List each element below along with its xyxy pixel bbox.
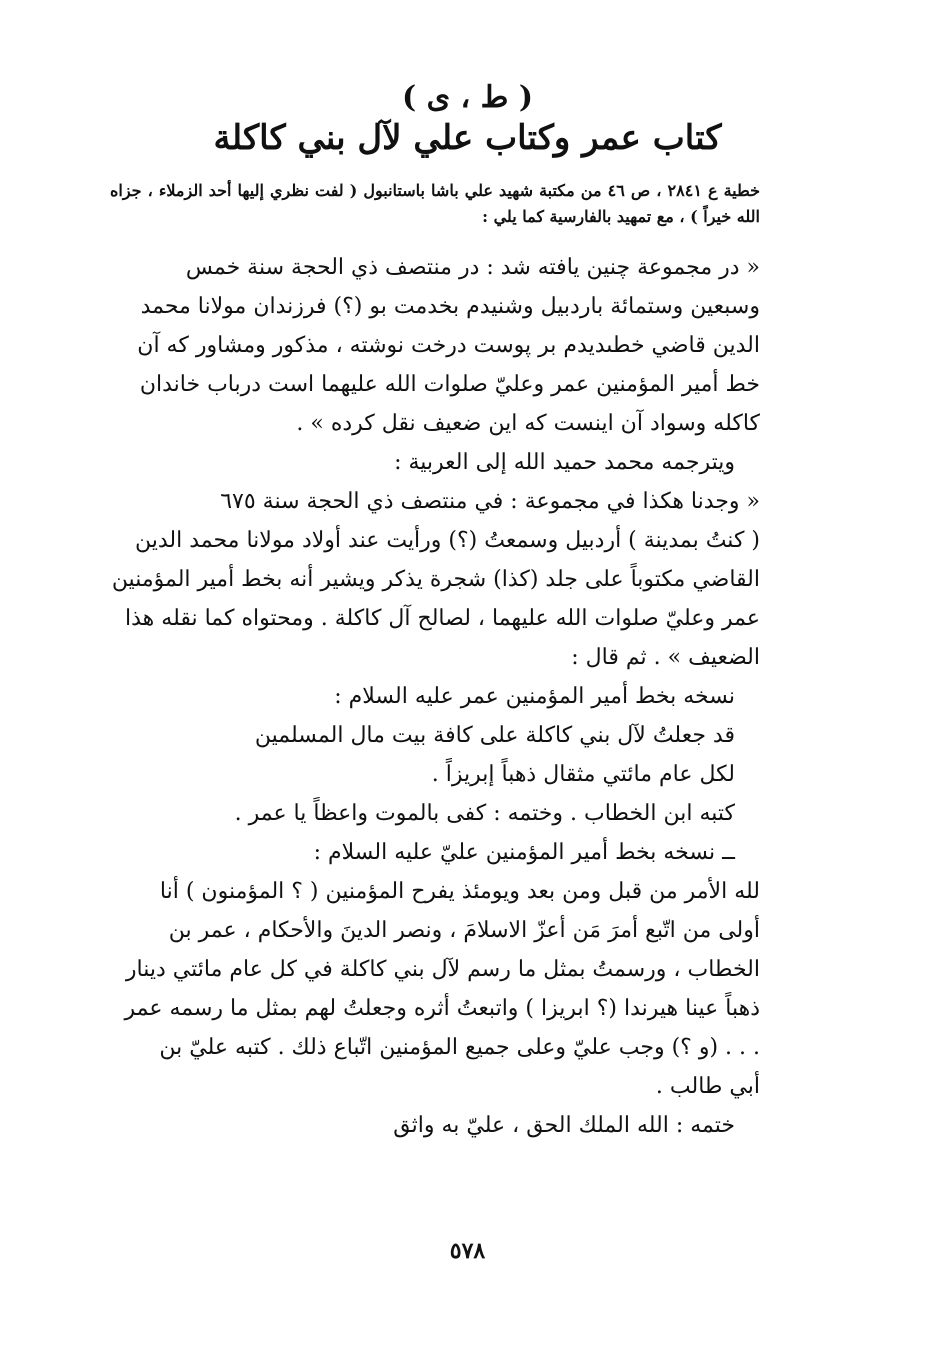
text-line: أبي طالب .	[655, 1074, 760, 1099]
text-line: عمر وعليّ صلوات الله عليهما ، لصالح آل كاكلة . ومحتواه كما نقله هذا	[125, 606, 760, 631]
text-line: « در مجموعة چنين يافته شد : در منتصف ذي الحجة سنة خمس	[185, 255, 760, 280]
text-line: وسبعين وستمائة باردبيل وشنيدم بخدمت بو (؟) فرزندان مولانا محمد	[140, 294, 760, 319]
text-line: ويترجمه محمد حميد الله إلى العربية :	[394, 450, 735, 475]
text-line: « وجدنا هكذا في مجموعة : في منتصف ذي الحجة سنة ٦٧٥	[220, 489, 760, 514]
text-line: ذهباً عينا هيرندا (؟ ابريزا ) واتبعتُ أثره وجعلتُ لهم بمثل ما رسمه عمر	[124, 996, 760, 1021]
text-line: نسخه بخط أمير المؤمنين عمر عليه السلام :	[334, 684, 735, 709]
text-line: ــ نسخه بخط أمير المؤمنين عليّ عليه السلام :	[313, 840, 735, 865]
text-line: القاضي مكتوباً على جلد (كذا) شجرة يذكر ويشير أنه بخط أمير المؤمنين	[111, 567, 760, 592]
text-line: لكل عام مائتي مثقال ذهباً إبريزاً .	[431, 762, 735, 787]
body-text	[110, 248, 760, 1145]
text-line: كاكله وسواد آن اينست كه اين ضعيف نقل كرده » .	[296, 411, 760, 436]
text-line: خط أمير المؤمنين عمر وعليّ صلوات الله عليهما است درباب خاندان	[139, 372, 760, 397]
text-line: لله الأمر من قبل ومن بعد ويومئذ يفرح المؤمنين ( ؟ المؤمنون ) أنا	[159, 879, 760, 904]
text-line: كتبه ابن الخطاب . وختمه : كفى بالموت واعظاً يا عمر .	[234, 801, 735, 826]
section-label: ( ط ، ى )	[401, 80, 534, 115]
source-note: خطية ع ٢٨٤١ ، ص ٤٦ من مكتبة شهيد علي باشا باستانبول ( لفت نظري إليها أحد الزملاء ، جزاه الله خيراً ) ، مع تمهيد بالفارسية كما يلي :	[110, 181, 761, 226]
text-line: أولى من اتّبع أمرَ مَن أعزّ الاسلامَ ، ونصر الدينَ والأحكام ، عمر بن	[168, 918, 760, 943]
text-line: الدين قاضي خطىديدم بر پوست درخت نوشته ، مذكور ومشاور كه آن	[137, 333, 760, 358]
text-line: الخطاب ، ورسمتُ بمثل ما رسم لآل بني كاكلة في كل عام مائتي دينار	[125, 957, 760, 982]
text-line: ( كنتُ بمدينة ) أردبيل وسمعتُ (؟) ورأيت عند أولاد مولانا محمد الدين	[134, 528, 760, 553]
text-line: الضعيف » . ثم قال :	[571, 645, 760, 670]
text-line: ختمه : الله الملك الحق ، عليّ به واثق	[393, 1113, 735, 1138]
text-line: قد جعلتُ لآل بني كاكلة على كافة بيت مال المسلمين	[254, 723, 735, 748]
page-number: ٥٧٨	[449, 1238, 486, 1264]
text-line: . . . (و ؟) وجب عليّ وعلى جميع المؤمنين اتّباع ذلك . كتبه عليّ بن	[159, 1035, 760, 1060]
page-title: كتاب عمر وكتاب علي لآل بني كاكلة	[213, 118, 722, 158]
